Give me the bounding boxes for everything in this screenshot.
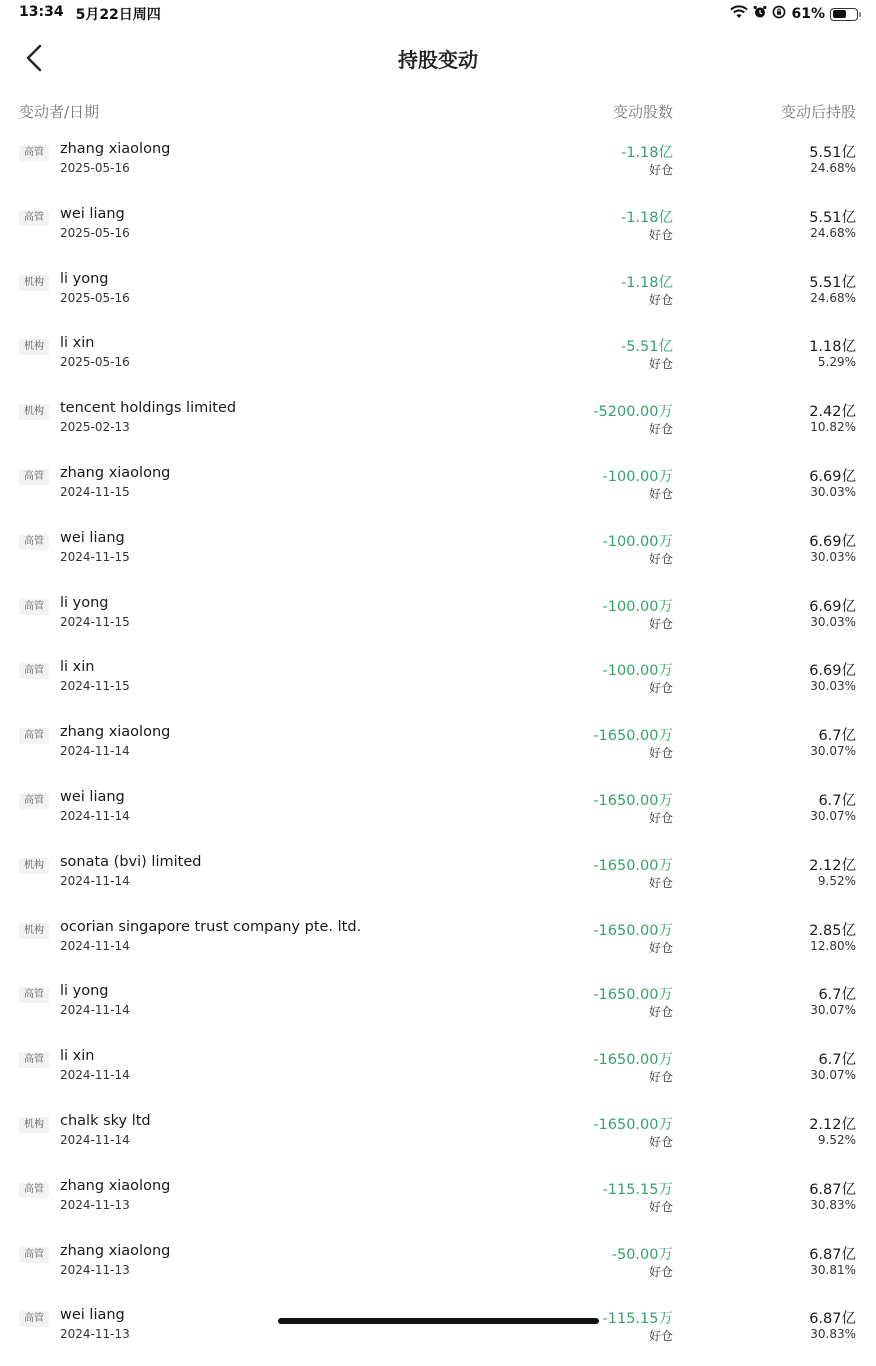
- position-direction: 好仓: [648, 616, 673, 631]
- holder-name: zhang xiaolong: [60, 141, 171, 157]
- table-row[interactable]: [0, 783, 876, 848]
- shares-after: 6.69亿: [809, 468, 856, 485]
- holding-percent: 30.03%: [810, 484, 856, 499]
- share-change: -1650.00万: [593, 857, 673, 874]
- shares-after: 2.42亿: [809, 404, 856, 421]
- table-row[interactable]: [0, 265, 876, 330]
- change-date: 2024-11-14: [60, 873, 130, 888]
- change-date: 2024-11-15: [60, 679, 130, 694]
- share-change: -1650.00万: [593, 1052, 673, 1069]
- table-row[interactable]: [0, 913, 876, 978]
- battery-icon: [830, 8, 858, 21]
- battery-percent: 61%: [791, 6, 825, 22]
- holder-type-tag: 高管: [19, 145, 49, 161]
- status-bar: [0, 0, 876, 28]
- table-row[interactable]: [0, 1107, 876, 1172]
- change-date: 2024-11-15: [60, 484, 130, 499]
- orientation-lock-icon: [772, 5, 786, 23]
- share-change: -1650.00万: [593, 987, 673, 1004]
- share-change: -100.00万: [602, 533, 673, 550]
- status-time: 13:34: [19, 4, 64, 20]
- share-change: -1.18亿: [620, 274, 673, 291]
- table-row[interactable]: [0, 135, 876, 200]
- holder-type-tag: 高管: [19, 728, 49, 744]
- position-direction: 好仓: [648, 1134, 673, 1149]
- change-date: 2024-11-14: [60, 1132, 130, 1147]
- column-header-change: 变动股数: [612, 103, 673, 121]
- position-direction: 好仓: [648, 422, 673, 437]
- change-date: 2024-11-15: [60, 549, 130, 564]
- change-date: 2024-11-15: [60, 614, 130, 629]
- change-date: 2024-11-14: [60, 938, 130, 953]
- table-row[interactable]: [0, 394, 876, 459]
- change-date: 2024-11-13: [60, 1327, 130, 1342]
- holder-name: ocorian singapore trust company pte. ltd.: [60, 918, 362, 935]
- holder-type-tag: 高管: [19, 469, 49, 485]
- table-row[interactable]: [0, 1237, 876, 1302]
- table-row[interactable]: [0, 1042, 876, 1107]
- table-row[interactable]: [0, 459, 876, 524]
- change-date: 2025-05-16: [60, 290, 130, 305]
- share-change: -100.00万: [602, 663, 673, 680]
- share-change: -1650.00万: [593, 1116, 673, 1133]
- table-row[interactable]: [0, 200, 876, 265]
- table-row[interactable]: [0, 653, 876, 718]
- position-direction: 好仓: [648, 551, 673, 566]
- share-change: -50.00万: [611, 1246, 673, 1263]
- share-change: -1650.00万: [593, 728, 673, 745]
- table-row[interactable]: [0, 848, 876, 913]
- position-direction: 好仓: [648, 486, 673, 501]
- share-change: -1.18亿: [620, 209, 673, 226]
- holding-percent: 30.83%: [810, 1327, 856, 1342]
- table-row[interactable]: [0, 589, 876, 654]
- column-header-holder: 变动者/日期: [19, 103, 100, 121]
- holding-percent: 30.81%: [810, 1262, 856, 1277]
- holder-name: li yong: [60, 983, 109, 1000]
- holding-percent: 12.80%: [810, 938, 856, 953]
- shares-after: 6.87亿: [809, 1246, 856, 1263]
- holder-type-tag: 高管: [19, 793, 49, 809]
- holder-name: wei liang: [60, 205, 125, 222]
- holding-percent: 24.68%: [810, 225, 856, 240]
- status-right: [730, 5, 858, 23]
- share-change: -1.18亿: [620, 145, 673, 161]
- holder-type-tag: 高管: [19, 663, 49, 679]
- position-direction: 好仓: [648, 1264, 673, 1279]
- holder-type-tag: 机构: [19, 1117, 49, 1133]
- change-date: 2025-05-16: [60, 355, 130, 370]
- holding-percent: 24.68%: [810, 161, 856, 175]
- holder-type-tag: 高管: [19, 599, 49, 615]
- holding-percent: 9.52%: [817, 873, 856, 888]
- change-date: 2024-11-14: [60, 808, 130, 823]
- share-change: -115.15万: [602, 1181, 673, 1198]
- table-row[interactable]: [0, 977, 876, 1042]
- shares-after: 6.7亿: [818, 792, 856, 809]
- change-date: 2024-11-14: [60, 1068, 130, 1083]
- holder-name: zhang xiaolong: [60, 724, 171, 741]
- shares-after: 6.69亿: [809, 663, 856, 680]
- position-direction: 好仓: [648, 292, 673, 307]
- position-direction: 好仓: [648, 1329, 673, 1344]
- shares-after: 6.7亿: [818, 987, 856, 1004]
- shares-after: 6.87亿: [809, 1311, 856, 1328]
- nav-bar: [0, 36, 876, 80]
- page-title: 持股变动: [398, 48, 478, 72]
- change-date: 2025-05-16: [60, 161, 130, 175]
- holder-type-tag: 高管: [19, 1247, 49, 1263]
- share-change: -115.15万: [602, 1311, 673, 1328]
- holder-name: li xin: [60, 659, 95, 676]
- table-row[interactable]: [0, 718, 876, 783]
- shares-after: 6.87亿: [809, 1181, 856, 1198]
- status-left: [19, 4, 161, 24]
- holder-type-tag: 高管: [19, 210, 49, 226]
- position-direction: 好仓: [648, 810, 673, 825]
- battery-level: [833, 10, 846, 18]
- holding-change-list: [0, 135, 876, 1366]
- change-date: 2025-05-16: [60, 225, 130, 240]
- holding-percent: 30.83%: [810, 1197, 856, 1212]
- holder-name: li yong: [60, 270, 109, 287]
- position-direction: 好仓: [648, 746, 673, 761]
- holder-type-tag: 机构: [19, 339, 49, 355]
- wifi-icon: [730, 5, 748, 23]
- shares-after: 1.18亿: [809, 339, 856, 356]
- holder-name: chalk sky ltd: [60, 1112, 151, 1129]
- holder-name: tencent holdings limited: [60, 400, 237, 417]
- share-change: -5200.00万: [593, 404, 673, 421]
- holder-name: li xin: [60, 335, 95, 352]
- holder-name: zhang xiaolong: [60, 1242, 171, 1259]
- share-change: -100.00万: [602, 598, 673, 615]
- holder-type-tag: 高管: [19, 1052, 49, 1068]
- holder-type-tag: 高管: [19, 987, 49, 1003]
- position-direction: 好仓: [648, 875, 673, 890]
- change-date: 2024-11-14: [60, 744, 130, 759]
- home-indicator: [278, 1318, 599, 1324]
- holding-percent: 10.82%: [810, 420, 856, 435]
- shares-after: 2.12亿: [809, 857, 856, 874]
- change-date: 2024-11-14: [60, 1003, 130, 1018]
- share-change: -1650.00万: [593, 792, 673, 809]
- position-direction: 好仓: [648, 681, 673, 696]
- share-change: -100.00万: [602, 468, 673, 485]
- position-direction: 好仓: [648, 163, 673, 177]
- change-date: 2024-11-13: [60, 1262, 130, 1277]
- position-direction: 好仓: [648, 940, 673, 955]
- holder-name: zhang xiaolong: [60, 464, 171, 481]
- holding-percent: 30.03%: [810, 679, 856, 694]
- shares-after: 6.69亿: [809, 533, 856, 550]
- position-direction: 好仓: [648, 1005, 673, 1020]
- position-direction: 好仓: [648, 227, 673, 242]
- table-row[interactable]: [0, 1172, 876, 1237]
- share-change: -5.51亿: [620, 339, 673, 356]
- holder-name: zhang xiaolong: [60, 1177, 171, 1194]
- position-direction: 好仓: [648, 357, 673, 372]
- holding-percent: 30.03%: [810, 614, 856, 629]
- holder-name: wei liang: [60, 529, 125, 546]
- holder-name: li yong: [60, 594, 109, 611]
- holding-percent: 24.68%: [810, 290, 856, 305]
- shares-after: 5.51亿: [809, 209, 856, 226]
- table-row[interactable]: [0, 524, 876, 589]
- holding-percent: 30.07%: [810, 1068, 856, 1083]
- holder-type-tag: 高管: [19, 1311, 49, 1327]
- holder-name: sonata (bvi) limited: [60, 853, 202, 870]
- position-direction: 好仓: [648, 1199, 673, 1214]
- change-date: 2025-02-13: [60, 420, 130, 435]
- holder-name: wei liang: [60, 788, 125, 805]
- holder-name: li xin: [60, 1048, 95, 1065]
- column-header-after: 变动后持股: [780, 103, 856, 121]
- alarm-icon: [753, 5, 767, 23]
- holding-percent: 9.52%: [817, 1132, 856, 1147]
- holder-type-tag: 机构: [19, 923, 49, 939]
- shares-after: 6.69亿: [809, 598, 856, 615]
- position-direction: 好仓: [648, 1070, 673, 1085]
- change-date: 2024-11-13: [60, 1197, 130, 1212]
- holder-type-tag: 机构: [19, 275, 49, 291]
- holder-type-tag: 高管: [19, 1182, 49, 1198]
- holding-percent: 30.07%: [810, 1003, 856, 1018]
- status-date: 5月22日周四: [75, 7, 161, 23]
- shares-after: 6.7亿: [818, 1052, 856, 1069]
- shares-after: 2.85亿: [809, 922, 856, 939]
- shares-after: 5.51亿: [809, 274, 856, 291]
- holder-type-tag: 高管: [19, 534, 49, 550]
- table-row[interactable]: [0, 329, 876, 394]
- holder-type-tag: 机构: [19, 858, 49, 874]
- holding-percent: 30.07%: [810, 744, 856, 759]
- holding-percent: 30.03%: [810, 549, 856, 564]
- holding-percent: 5.29%: [817, 355, 856, 370]
- holding-percent: 30.07%: [810, 808, 856, 823]
- shares-after: 6.7亿: [818, 728, 856, 745]
- share-change: -1650.00万: [593, 922, 673, 939]
- holder-type-tag: 机构: [19, 404, 49, 420]
- shares-after: 2.12亿: [809, 1116, 856, 1133]
- holder-name: wei liang: [60, 1307, 125, 1324]
- table-header: [0, 98, 876, 124]
- shares-after: 5.51亿: [809, 145, 856, 161]
